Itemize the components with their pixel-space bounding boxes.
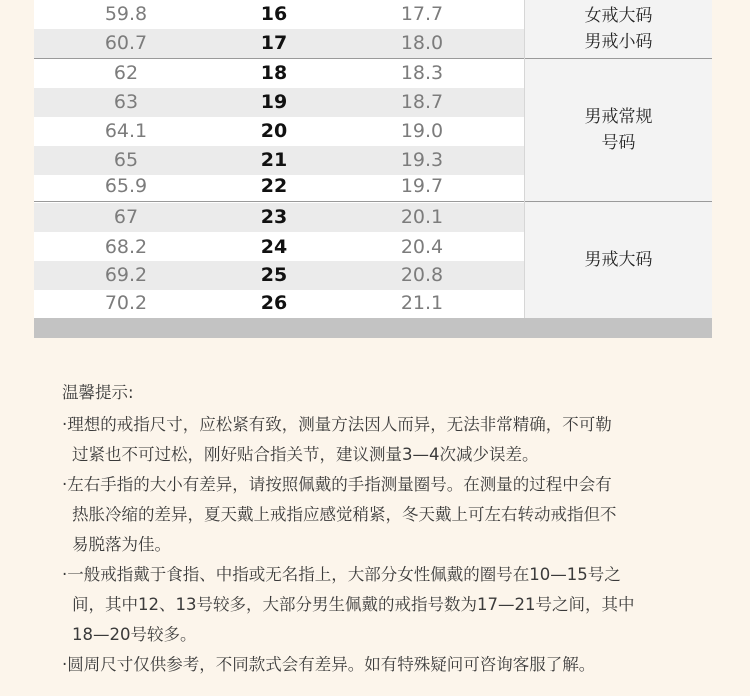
tips-title: 温馨提示: bbox=[62, 383, 134, 402]
group-label-line: 男戒小码 bbox=[584, 32, 653, 52]
circumference-cell: 68.2 bbox=[104, 236, 148, 258]
table-row bbox=[34, 289, 524, 318]
group-label-line: 女戒大码 bbox=[584, 6, 653, 26]
size-table bbox=[34, 0, 712, 338]
column-divider bbox=[524, 0, 525, 318]
table-row bbox=[34, 29, 524, 58]
tip-line: 过紧也不可过松，刚好贴合指关节，建议测量3—4次减少误差。 bbox=[72, 445, 539, 464]
table-row bbox=[34, 88, 524, 117]
table-row bbox=[34, 172, 524, 201]
group-label-men-regular bbox=[525, 59, 712, 201]
group-label-men-large bbox=[525, 202, 712, 318]
tip-item bbox=[62, 470, 712, 560]
tip-line: 易脱落为佳。 bbox=[72, 535, 171, 554]
tip-line: ·理想的戒指尺寸，应松紧有致，测量方法因人而异，无法非常精确，不可勒 bbox=[62, 415, 612, 434]
diameter-cell: 19.7 bbox=[400, 175, 444, 197]
diameter-cell: 18.0 bbox=[400, 32, 444, 54]
diameter-cell: 20.4 bbox=[400, 236, 444, 258]
group-label-line: 号码 bbox=[601, 133, 636, 153]
tip-line: 18—20号较多。 bbox=[72, 625, 197, 644]
circumference-cell: 65.9 bbox=[104, 175, 148, 197]
group-divider bbox=[34, 58, 712, 59]
ring-size-cell: 21 bbox=[260, 149, 288, 171]
tip-item bbox=[62, 560, 712, 650]
diameter-cell: 20.8 bbox=[400, 264, 444, 286]
table-row bbox=[34, 261, 524, 290]
table-row bbox=[34, 203, 524, 232]
diameter-cell: 19.0 bbox=[400, 120, 444, 142]
table-row bbox=[34, 146, 524, 175]
circumference-cell: 70.2 bbox=[104, 292, 148, 314]
diameter-cell: 18.7 bbox=[400, 91, 444, 113]
diameter-cell: 18.3 bbox=[400, 62, 444, 84]
table-footer-bar bbox=[34, 318, 712, 338]
tip-line: ·圆周尺寸仅供参考，不同款式会有差异。如有特殊疑问可咨询客服了解。 bbox=[62, 655, 596, 674]
table-row bbox=[34, 59, 524, 88]
ring-size-cell: 16 bbox=[260, 3, 288, 25]
circumference-cell: 64.1 bbox=[104, 120, 148, 142]
diameter-cell: 21.1 bbox=[400, 292, 444, 314]
tip-line: 热胀冷缩的差异，夏天戴上戒指应感觉稍紧，冬天戴上可左右转动戒指但不 bbox=[72, 505, 617, 524]
ring-size-cell: 24 bbox=[260, 236, 288, 258]
circumference-cell: 69.2 bbox=[104, 264, 148, 286]
ring-size-cell: 19 bbox=[260, 91, 288, 113]
ring-size-cell: 22 bbox=[260, 175, 288, 197]
tip-line: ·一般戒指戴于食指、中指或无名指上，大部分女性佩戴的圈号在10—15号之 bbox=[62, 565, 621, 584]
circumference-cell: 60.7 bbox=[104, 32, 148, 54]
group-label-line: 男戒大码 bbox=[584, 250, 653, 270]
ring-size-cell: 25 bbox=[260, 264, 288, 286]
diameter-cell: 19.3 bbox=[400, 149, 444, 171]
tip-line: ·左右手指的大小有差异，请按照佩戴的手指测量圈号。在测量的过程中会有 bbox=[62, 475, 612, 494]
table-row bbox=[34, 233, 524, 262]
ring-size-cell: 17 bbox=[260, 32, 288, 54]
circumference-cell: 63 bbox=[113, 91, 139, 113]
circumference-cell: 59.8 bbox=[104, 3, 148, 25]
tip-item bbox=[62, 410, 712, 470]
group-label-women-large-men-small bbox=[525, 0, 712, 58]
ring-size-cell: 26 bbox=[260, 292, 288, 314]
tips-section bbox=[62, 378, 712, 680]
diameter-cell: 17.7 bbox=[400, 3, 444, 25]
table-row bbox=[34, 0, 524, 29]
circumference-cell: 62 bbox=[113, 62, 139, 84]
tip-item bbox=[62, 650, 712, 680]
diameter-cell: 20.1 bbox=[400, 206, 444, 228]
circumference-cell: 65 bbox=[113, 149, 139, 171]
tip-line: 间，其中12、13号较多，大部分男生佩戴的戒指号数为17—21号之间，其中 bbox=[72, 595, 635, 614]
group-divider bbox=[34, 201, 712, 202]
group-label-line: 男戒常规 bbox=[584, 107, 653, 127]
table-row bbox=[34, 117, 524, 146]
ring-size-cell: 20 bbox=[260, 120, 288, 142]
circumference-cell: 67 bbox=[113, 206, 139, 228]
ring-size-cell: 23 bbox=[260, 206, 288, 228]
ring-size-cell: 18 bbox=[260, 62, 288, 84]
